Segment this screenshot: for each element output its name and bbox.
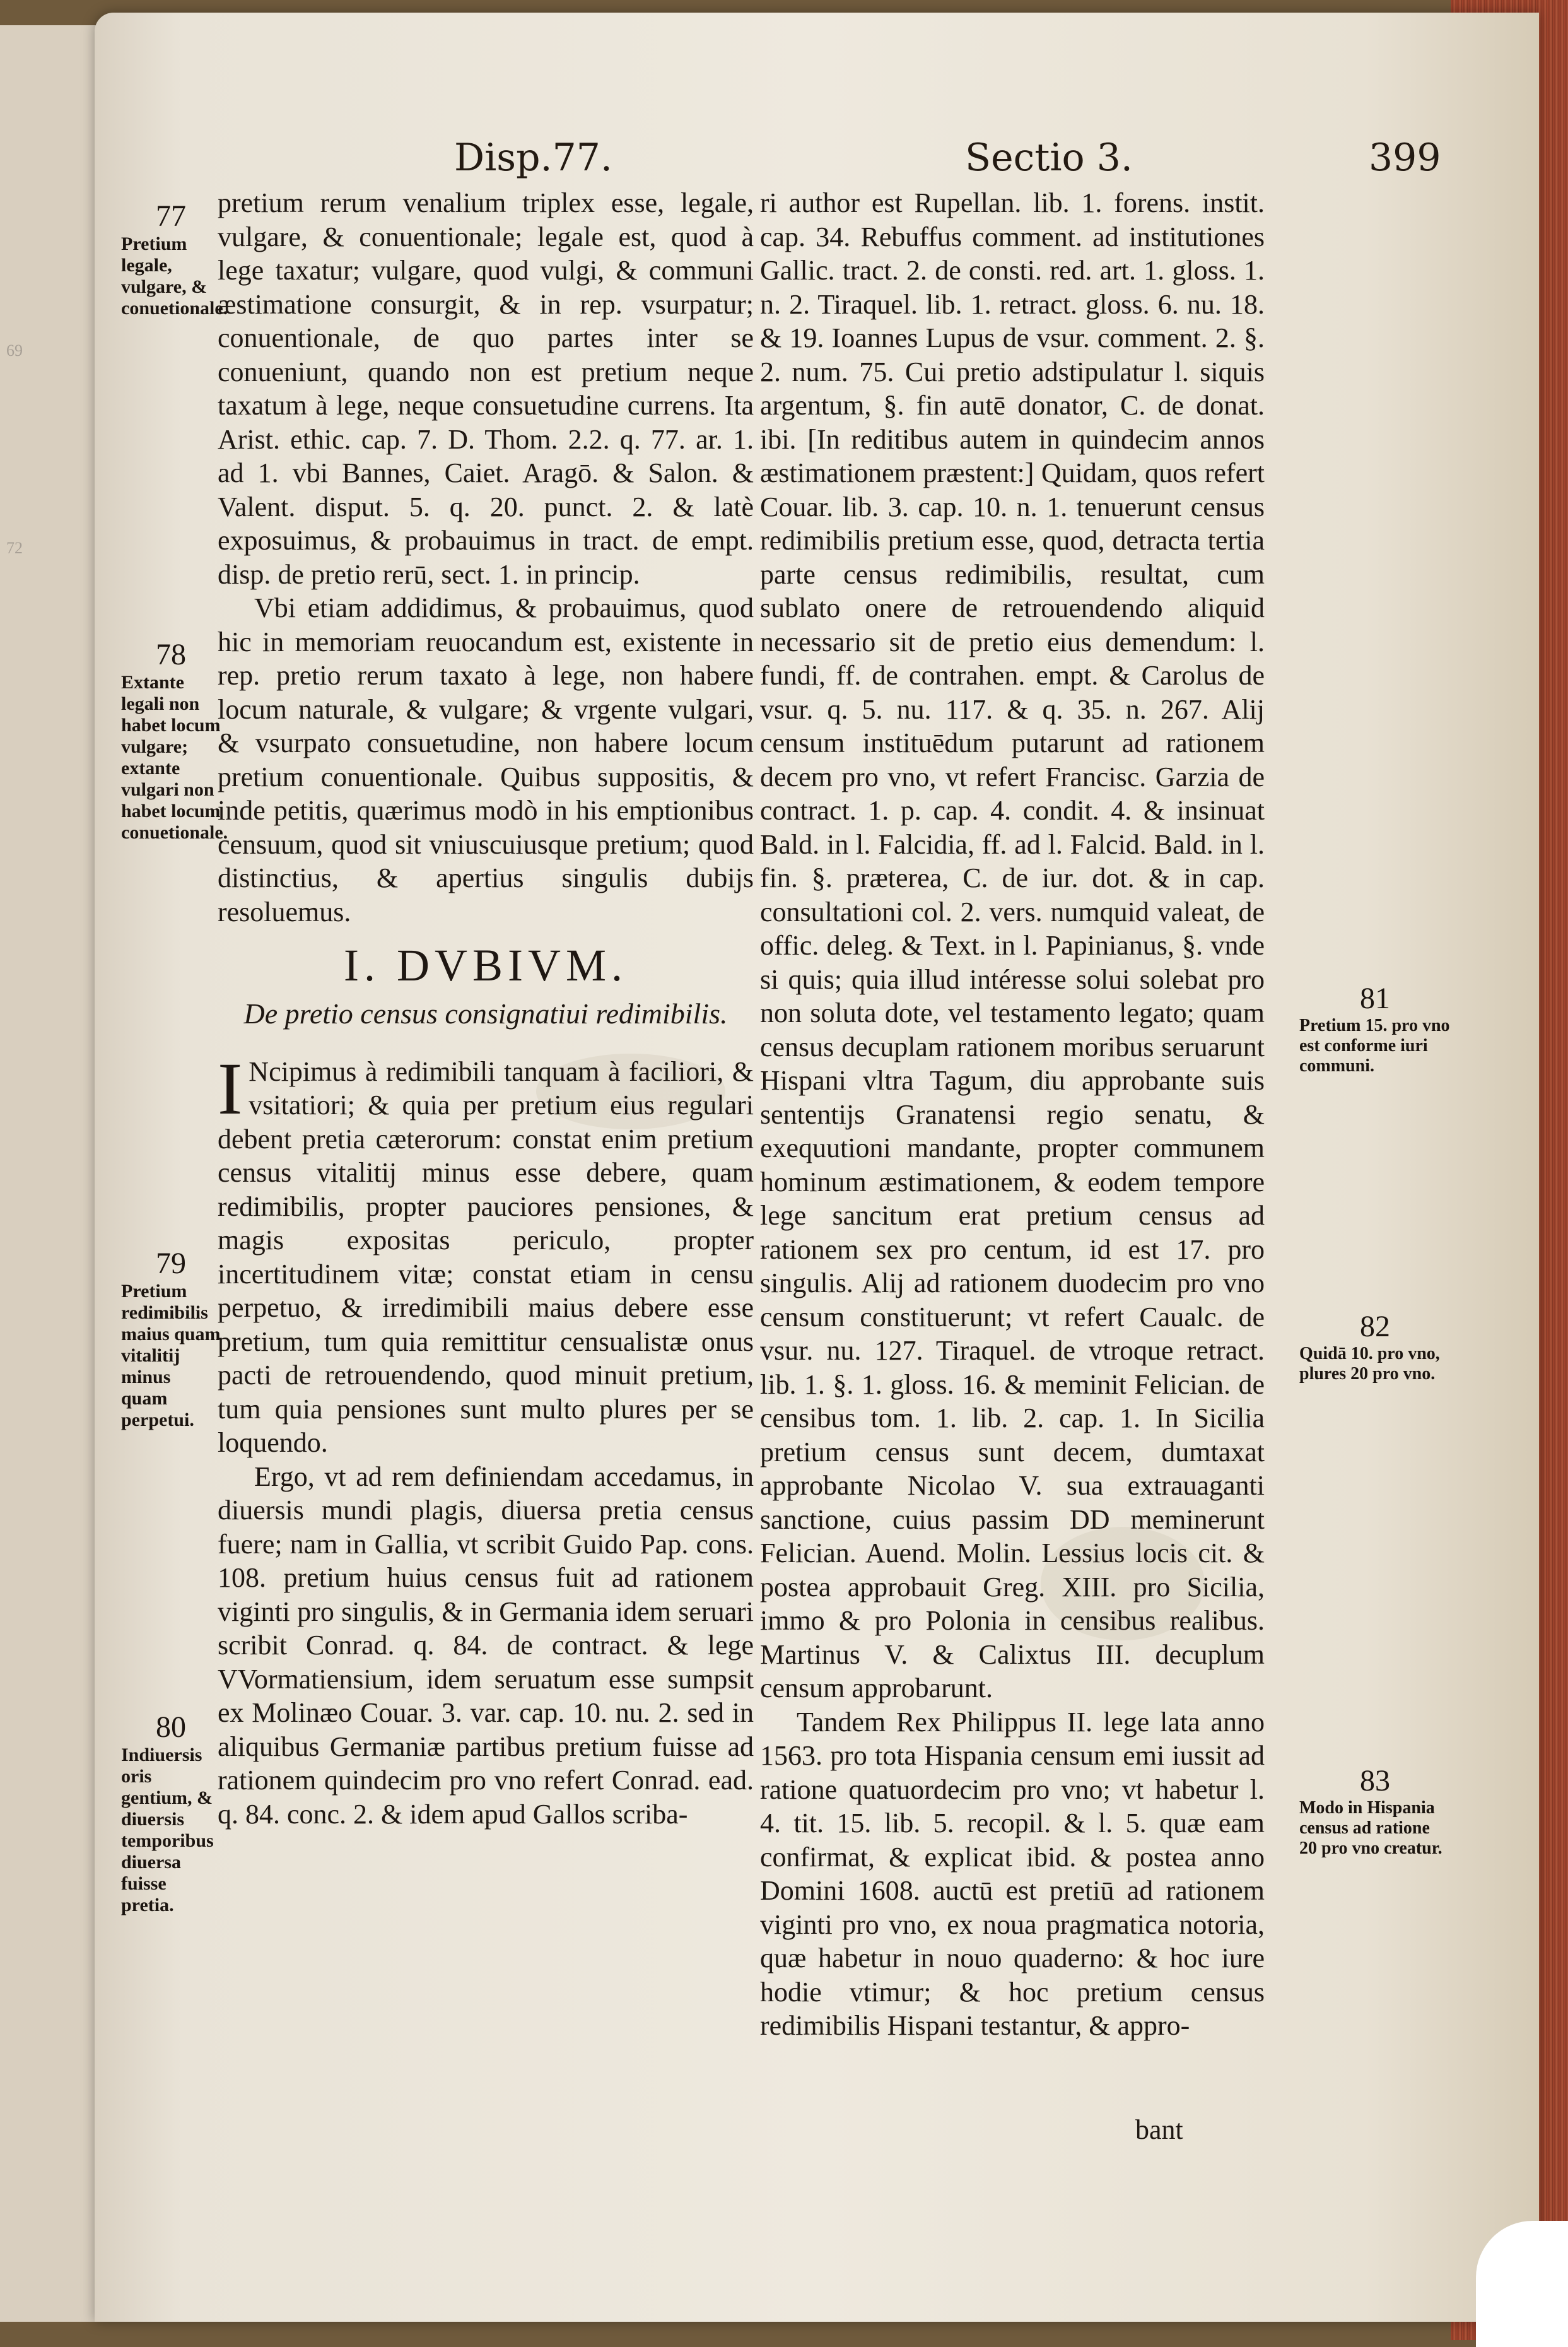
margin-note-text: Indiuersis oris gentium, & diuersis temporibus diuersa fuisse pretia.: [121, 1744, 214, 1915]
margin-note-text: Extante legali non habet locum vulgare; extante vulgari non habet locum conuetionale.: [121, 672, 228, 843]
running-head-disputation: Disp.77.: [454, 136, 612, 180]
margin-note-text: Modo in Hispania census ad ratione 20 pro vno creatur.: [1299, 1798, 1442, 1858]
section-heading: I. DVBIVM.: [344, 940, 628, 991]
right-text-column: [760, 186, 1265, 2043]
prev-page-mark: 69: [6, 341, 23, 360]
margin-note-81: [1299, 981, 1451, 1076]
catchword: bant: [1135, 2114, 1183, 2145]
margin-note-number: 82: [1360, 1310, 1390, 1343]
margin-note-text: Quidā 10. pro vno, plures 20 pro vno.: [1299, 1344, 1440, 1384]
margin-note-79: [121, 1246, 221, 1431]
bleed-through-text: [6, 341, 101, 558]
margin-note-number: 80: [156, 1710, 186, 1744]
paragraph: Tandem Rex Philippus II. lege lata anno 1563. pro tota Hispania censum emi iussit ad ratione quatuordecim pro vno; vt habetur l. 4. tit. 15. lib. 5. recopil. & l. 5. quæ eam confirmat, & explicat ibid. & postea anno Domini 1608. auctū est pretiū ad rationem viginti pro vno, ex noua pragmatica notoria, quæ habetur in nouo quaderno: & hoc iure hodie vtimur; & hoc pretium census redimibilis Hispani testantur, & appro-: [760, 1706, 1265, 2041]
margin-note-text: Pretium legale, vulgare, & conuetionale.: [121, 233, 228, 319]
margin-note-number: 78: [156, 638, 186, 671]
margin-note-text: Pretium redimibilis maius quam vitalitij minus quam perpetui.: [121, 1281, 221, 1430]
paragraph-with-dropcap: [218, 1047, 754, 1460]
margin-note-78: [121, 637, 228, 844]
drop-cap: I: [218, 1047, 243, 1130]
section-subtitle: De pretio census consignatiui redimibilis.: [243, 997, 728, 1030]
prev-page-mark: 72: [6, 538, 23, 557]
paragraph: Vbi etiam addidimus, & probauimus, quod hic in memoriam reuocandum est, existente in rep. pretio rerum taxato à lege, non habere locum naturale, & vulgare; & vrgente vulgari, & vsurpato consuetudine, non habere locum pretium conuentionale. Quibus suppositis, & inde petitis, quærimus modò in his emptionibus censuum, quod sit vniuscuiusque pretium; quod distinctius, & apertius singulis dubijs resoluemus.: [218, 592, 754, 927]
margin-note-number: 79: [156, 1247, 186, 1280]
paragraph: Ergo, vt ad rem definiendam accedamus, in diuersis mundi plagis, diuersa pretia census fuere; nam in Gallia, vt scribit Guido Pap. cons. 108. pretium huius census fuit ad rationem viginti pro singulis, & in Germania idem seruari scribit Conrad. q. 84. de contract. & lege VVormatiensium, idem seruatum esse sumpsit ex Molinæo Couar. 3. var. cap. 10. nu. 2. sed in aliquibus Germaniæ partibus pretium fuisse ad rationem quindecim pro vno refert Conrad. ead. q. 84. conc. 2. & idem apud Gallos scriba-: [218, 1461, 754, 1830]
margin-note-number: 83: [1360, 1764, 1390, 1797]
page-number: 399: [1369, 136, 1441, 180]
margin-note-number: 81: [1360, 982, 1390, 1015]
running-head-section: Sectio 3.: [965, 136, 1133, 180]
previous-page-edge: [0, 25, 109, 2322]
margin-note-number: 77: [156, 199, 186, 233]
paragraph-text: Ncipimus à redimibili tanquam à faciliori, & vsitatiori; & quia per pretium eius regulari debent pretia cæterorum: constat enim pretium census vitalitij minus esse debere, quam redimibilis, propter pauciores pensiones, & magis expositas periculo, propter incertitudinem vitæ; constat etiam in censu perpetuo, & irredimibili maius debere esse pretium, tum quia remittitur censualistæ onus pacti de retrouendendo, quod minuit pretium, tum quia pensiones sunt multo plures per se loquendo.: [218, 1056, 754, 1458]
paragraph: ri author est Rupellan. lib. 1. forens. instit. cap. 34. Rebuffus comment. ad institutiones Gallic. tract. 2. de consti. red. art. 1. gloss. 1. n. 2. Tiraquel. lib. 1. retract. gloss. 6. nu. 18. & 19. Ioannes Lupus de vsur. comment. 2. §. 2. num. 75. Cui pretio adstipulatur l. siquis argentum, §. fin autē donator, C. de donat. ibi. [In reditibus autem in quindecim annos æstimationem præstent:] Quidam, quos refert Couar. lib. 3. cap. 10. n. 1. tenuerunt census redimibilis pretium esse, quod, detracta tertia parte census redimibilis, resultat, cum sublato onere de retrouendendo aliquid necessario sit de pretio eius demendum: l. fundi, ff. de contrahen. empt. & Carolus de vsur. q. 5. nu. 117. & q. 35. n. 267. Alij censum instituēdum putarunt ad rationem decem pro vno, vt refert Francisc. Garzia de contract. 1. p. cap. 4. condit. 4. & insinuat Bald. in l. Falcidia, ff. ad l. Falcid. Bald. in l. fin. §. præterea, C. de iur. dot. & in cap. consultationi col. 2. vers. numquid valeat, de offic. deleg. & Text. in l. Papinianus, §. vnde si quis; quia illud intéresse solui solebat pro non soluta dote, vel testamento legato; quam census decuplam rationem moribus seruarunt Hispani vltra Tagum, diu approbante suis sententijs Granatensi regio senatu, & exequutioni mandante, propter communem hominum æstimationem, & eodem tempore lege sancitum erat pretium census ad rationem sex pro centum, id est 17. pro singulis. Alij ad rationem duodecim pro vno censum constituerunt; vt refert Caualc. de vsur. nu. 127. Tiraquel. de vtroque retract. lib. 1. §. 1. gloss. 16. & meminit Felician. de censibus tom. 1. lib. 2. cap. 1. In Sicilia pretium census sunt decem, dumtaxat approbante Nicolao V. sua extrauaganti sanctione, cuius passim DD meminerunt Felician. Auend. Molin. Lessius locis cit. & postea approbauit Greg. XIII. pro Sicilia, immo & pro Polonia in censibus realibus. Martinus V. & Calixtus III. decuplum censum approbarunt.: [760, 187, 1265, 1703]
margin-note-83: [1299, 1763, 1451, 1859]
paragraph: pretium rerum venalium triplex esse, legale, vulgare, & conuentionale; legale est, quod à lege taxatur; vulgare, quod vulgi, & communi æstimatione consurgit, & in rep. vsurpatur; conuentionale, de quo partes inter se conueniunt, quando non est pretium neque taxatum à lege, neque consuetudine currens. Ita Arist. ethic. cap. 7. D. Thom. 2.2. q. 77. ar. 1. ad 1. vbi Bannes, Caiet. Aragō. & Salon. & Valent. disput. 5. q. 20. punct. 2. & latè exposuimus, & probauimus in tract. de empt. disp. de pretio rerū, sect. 1. in princip.: [218, 187, 754, 590]
left-text-column: [218, 186, 754, 1831]
margin-note-text: Pretium 15. pro vno est conforme iuri communi.: [1299, 1016, 1450, 1076]
margin-note-80: [121, 1710, 221, 1916]
margin-note-82: [1299, 1309, 1451, 1384]
margin-note-77: [121, 199, 228, 319]
scan-corner: [1476, 2221, 1568, 2347]
